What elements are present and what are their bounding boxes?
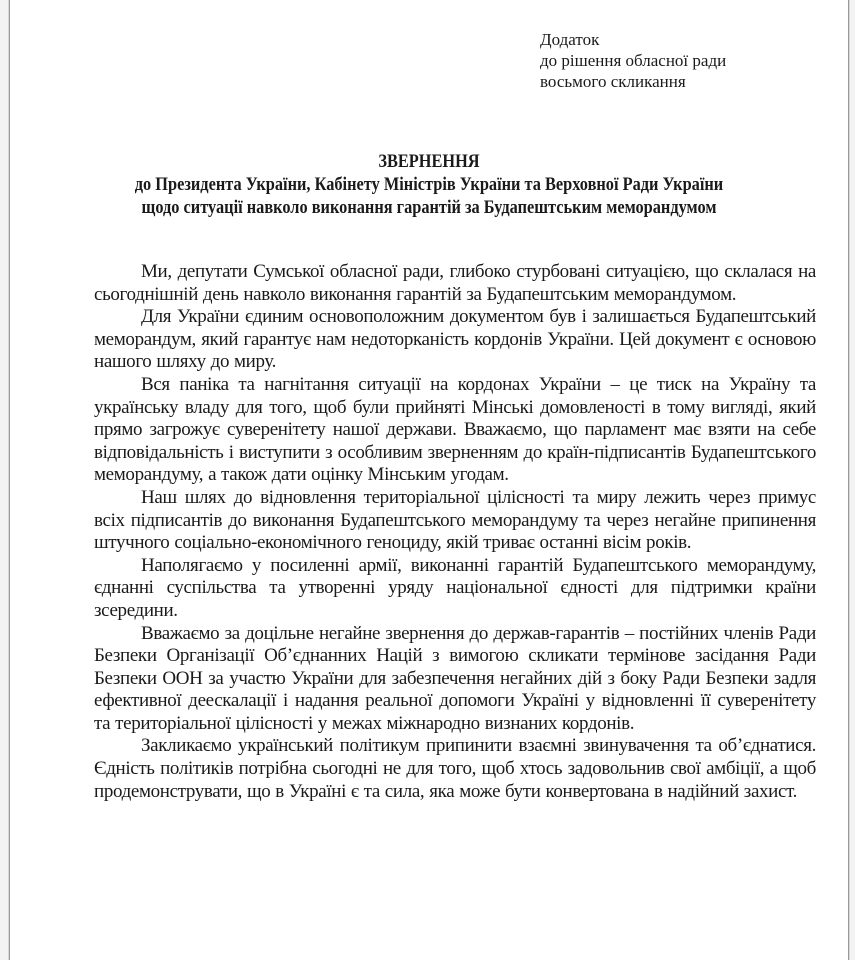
title-heading: ЗВЕРНЕННЯ — [378, 151, 480, 172]
title-subject: щодо ситуації навколо виконання гарантій за Будапештським меморандумом — [141, 197, 717, 218]
annex-line-1: Додаток — [540, 30, 600, 49]
paragraph-2: Для України єдиним основоположним документом був і залишається Будапештський меморандум, який гарантує нам недоторканість кордонів України. Цей документ є основою нашого шляху до миру. — [94, 306, 816, 373]
document-title — [69, 150, 790, 219]
paragraph-5: Наполягаємо у посиленні армії, виконанні гарантій Будапештського меморандуму, єднанні суспільства та утворенні уряду національної єдності для підтримки країни зсередини. — [94, 554, 816, 621]
paragraph-4: Наш шлях до відновлення територіальної цілісності та миру лежить через примус всіх підписантів до виконання Будапештського меморандуму та через негайне припинення штучного соціально-економічного геноциду, якій триває останні вісім років. — [94, 486, 816, 554]
paragraph-6: Вважаємо за доцільне негайне звернення до держав-гарантів – постійних членів Ради Безпеки Організації Об’єднанних Націй з вимогою скликати термінове засідання Ради Безпеки ООН за участю України для забезпечення негайних дій з боку Ради Безпеки задля ефективної деескалації і надання реальної допомоги Україні у відновленні її суверенітету та територіальної цілісності у межах міжнародно визнаних кордонів. — [94, 622, 816, 734]
paragraph-3: Вся паніка та нагнітання ситуації на кордонах України – це тиск на Україну та українську владу для того, щоб були прийняті Мінські домовленості в тому вигляді, який прямо загрожує суверенітету нашої держави. Вважаємо, що парламент має взяти на себе відповідальність і виступити з особливим зверненням до країн-підписантів Будапештського меморандуму, а також дати оцінку Мінським угодам. — [94, 373, 816, 486]
paragraph-7: Закликаємо український політикум припинити взаємні звинувачення та об’єднатися. Єдність політиків потрібна сьогодні не для того, щоб хтось задовольнив свої амбіції, а щоб продемонструвати, що в Україні є та сила, яка може бути конвертована в надійний захист. — [94, 735, 816, 802]
title-addressees: до Президента України, Кабінету Міністрів України та Верховної Ради України — [134, 174, 724, 195]
document-body — [94, 261, 816, 803]
annex-line-2: до рішення обласної ради — [540, 51, 727, 70]
annex-line-3: восьмого скликання — [540, 72, 686, 91]
document-page — [9, 0, 849, 960]
paragraph-1: Ми, депутати Сумської обласної ради, глибоко стурбовані ситуацією, що склалася на сьогоднішній день навколо виконання гарантій за Будапештським меморандумом. — [94, 261, 816, 305]
annex-note — [540, 29, 726, 92]
